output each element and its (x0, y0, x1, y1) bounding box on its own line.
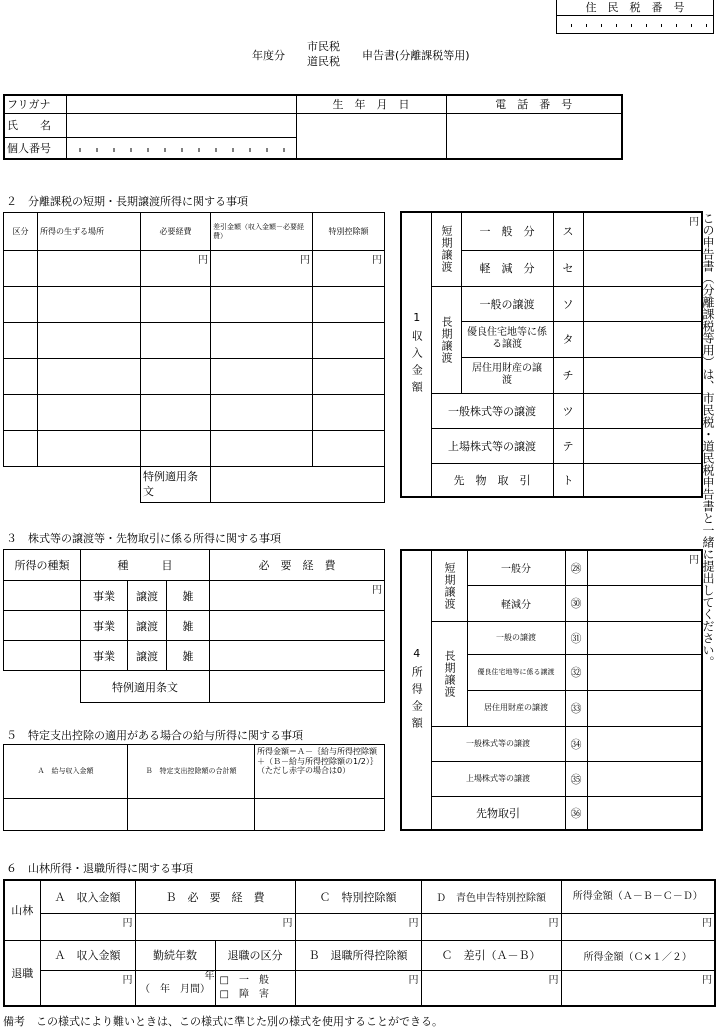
sec2-cell[interactable] (313, 323, 385, 359)
sec4-row-label: 軽減分 (467, 585, 565, 621)
sec1-row-code: テ (553, 428, 583, 463)
sec3-kind-header: 所得の種類 (4, 550, 81, 581)
sec4-row-code: ㉛ (565, 621, 587, 654)
sec1-row-label: 居住用財産の譲 渡 (461, 357, 553, 393)
sec1-row-label: 先 物 取 引 (431, 463, 553, 497)
sec2-place-header: 所得の生ずる場所 (38, 213, 141, 251)
footer-note: 備考 この様式により難いときは、この様式に準じた別の様式を使用することができる。 (3, 1015, 443, 1028)
sec2-expense-header: 必要経費 (141, 213, 211, 251)
form-title (252, 38, 552, 70)
sec1-amount[interactable] (583, 428, 702, 463)
sec2-special-header: 特別控除額 (313, 213, 385, 251)
taishoku-kubun-header: 退職の区分 (215, 940, 295, 970)
sec1-row-code: ス (553, 212, 583, 250)
sec4-row-code: ㊱ (565, 796, 587, 830)
side-note: この申告書（分離課税等用）は、市民税・道民税申告書と一緒に提出してください。 (701, 212, 715, 668)
sanrin-b-header: Ｂ 必 要 経 費 (135, 880, 295, 913)
sec2-cell[interactable] (4, 323, 38, 359)
sec3-tokurei-label: 特例適用条文 (81, 671, 210, 703)
sec5-title: ５ 特定支出控除の適用がある場合の給与所得に関する事項 (6, 729, 303, 742)
sec1-row-code: ツ (553, 393, 583, 428)
city-tax-label: 市民税 (307, 40, 340, 53)
phone-input[interactable] (446, 113, 622, 159)
sec4-yen[interactable]: 円 (587, 550, 702, 585)
sec2-cell[interactable] (38, 323, 141, 359)
sec1-row-code: セ (553, 250, 583, 286)
sec3-item-joto[interactable]: 譲渡 (128, 581, 167, 611)
sec4-row-label: 優良住宅地等に係る譲渡 (467, 654, 565, 690)
phone-label: 電 話 番 号 (446, 95, 622, 113)
taishoku-label: 退職 (4, 940, 40, 1006)
sec2-cell[interactable] (313, 431, 385, 467)
sec2-cell[interactable] (211, 359, 313, 395)
sec2-cell[interactable] (38, 251, 141, 287)
sec3-kind-cell[interactable] (4, 611, 81, 641)
sec1-amount[interactable] (583, 393, 702, 428)
sanrin-b-yen[interactable]: 円 (135, 913, 295, 940)
sec1-yen[interactable]: 円 (583, 212, 702, 250)
sec1-row-label: 軽 減 分 (461, 250, 553, 286)
taishoku-a-yen[interactable]: 円 (40, 970, 135, 1006)
sec3-item-header: 種 目 (81, 550, 210, 581)
taishoku-c-header: Ｃ 差引（Ａ－Ｂ） (421, 940, 561, 970)
taishoku-kubun-input[interactable] (215, 970, 295, 1006)
sec4-amount[interactable] (587, 621, 702, 654)
sanrin-d-yen[interactable]: 円 (421, 913, 561, 940)
sec2-tokurei-label: 特例適用条文 (141, 467, 211, 503)
prefecture-tax-label: 道民税 (307, 55, 340, 68)
sec4-row-code: ㉚ (565, 585, 587, 621)
taishoku-d-header: 所得金額（Ｃ×１／２） (561, 940, 715, 970)
sec3-expense-cell[interactable] (210, 611, 385, 641)
resident-tax-number-box (556, 0, 714, 34)
sec4-row-label: 居住用財産の譲渡 (467, 690, 565, 726)
sec4-row-label: 一般株式等の譲渡 (431, 726, 565, 761)
sec2-cell[interactable] (141, 359, 211, 395)
sanrin-a-header: Ａ 収入金額 (40, 880, 135, 913)
sec1-amount[interactable] (583, 286, 702, 321)
sec1-amount[interactable] (583, 357, 702, 393)
sec1-row-label: 一般の譲渡 (461, 286, 553, 321)
sec3-item-joto[interactable]: 譲渡 (128, 641, 167, 671)
taishoku-ippan-checkbox[interactable]: □ 一 般 (219, 974, 269, 986)
sec3-tokurei-input[interactable] (210, 671, 385, 703)
sec4-row-label: 上場株式等の譲渡 (431, 761, 565, 796)
mynumber-input[interactable] (66, 137, 296, 159)
sec2-deduct-header: 差引金額（収入金額－必要経費） (211, 213, 313, 251)
sec2-yen[interactable]: 円 (211, 251, 313, 287)
personal-info-table (3, 94, 623, 160)
sanrin-e-header: 所得金額（Ａ－Ｂ－Ｃ－Ｄ） (561, 880, 715, 913)
sec5-a-header: Ａ 給与収入金額 (4, 745, 128, 799)
sec2-yen[interactable]: 円 (313, 251, 385, 287)
sec2-cell[interactable] (211, 323, 313, 359)
sec3-yen[interactable]: 円 (210, 581, 385, 611)
sanrin-d-header: Ｄ 青色申告特別控除額 (421, 880, 561, 913)
taishoku-years-header: 勤続年数 (135, 940, 215, 970)
sec1-row-label: 上場株式等の譲渡 (431, 428, 553, 463)
sec2-cell[interactable] (211, 431, 313, 467)
sec4-amount[interactable] (587, 726, 702, 761)
sec2-cell[interactable] (4, 359, 38, 395)
sec1-long-label: 長期譲渡 (431, 286, 461, 393)
sec2-cell[interactable] (38, 287, 141, 323)
sec4-short-label: 短期譲渡 (431, 550, 467, 621)
sec2-cell[interactable] (141, 287, 211, 323)
sec4-amount[interactable] (587, 654, 702, 690)
sec2-cell[interactable] (4, 431, 38, 467)
sec2-kubun-header: 区分 (4, 213, 38, 251)
sec1-short-label: 短期譲渡 (431, 212, 461, 286)
sec3-title: ３ 株式等の譲渡等・先物取引に係る所得に関する事項 (6, 532, 281, 545)
sec5-b-header: Ｂ 特定支出控除額の合計額 (128, 745, 255, 799)
sec6-table (3, 879, 716, 1007)
sec2-yen[interactable]: 円 (141, 251, 211, 287)
sanrin-c-yen[interactable]: 円 (295, 913, 421, 940)
sec1-amount[interactable] (583, 250, 702, 286)
sec2-tokurei-input[interactable] (211, 467, 385, 503)
sec1-vertical-title: 1収入金額 (401, 212, 431, 497)
sec1-row-code: ト (553, 463, 583, 497)
sec2-cell[interactable] (313, 287, 385, 323)
sanrin-a-yen[interactable]: 円 (40, 913, 135, 940)
sec2-cell[interactable] (4, 287, 38, 323)
sec3-expense-cell[interactable] (210, 641, 385, 671)
sec4-table (400, 549, 703, 831)
sec4-amount[interactable] (587, 761, 702, 796)
sec3-item-zatsu[interactable]: 雑 (167, 581, 210, 611)
sec2-title: ２ 分離課税の短期・長期譲渡所得に関する事項 (6, 195, 248, 208)
sec2-cell[interactable] (38, 359, 141, 395)
sec3-kind-cell[interactable] (4, 581, 81, 611)
sec2-cell[interactable] (38, 395, 141, 431)
taishoku-c-yen[interactable]: 円 (421, 970, 561, 1006)
birthdate-label: 生 年 月 日 (296, 95, 446, 113)
sec2-cell[interactable] (4, 251, 38, 287)
resident-tax-number-label: 住 民 税 番 号 (557, 0, 713, 16)
taishoku-b-yen[interactable]: 円 (295, 970, 421, 1006)
sec4-vertical-title: 4所得金額 (401, 550, 431, 830)
mynumber-label: 個人番号 (4, 137, 66, 159)
sec4-long-label: 長期譲渡 (431, 621, 467, 726)
taishoku-years-unit: 年 (204, 970, 215, 982)
sec4-amount[interactable] (587, 690, 702, 726)
sec1-row-code: ソ (553, 286, 583, 321)
sec4-row-code: ㉟ (565, 761, 587, 796)
sec2-cell[interactable] (211, 395, 313, 431)
sanrin-e-yen[interactable]: 円 (561, 913, 715, 940)
sec2-cell[interactable] (4, 395, 38, 431)
sec5-c-header: 所得金額＝Ａ－｛給与所得控除額＋（Ｂ－給与所得控除額の1/2）｝（ただし赤字の場合は0） (255, 745, 385, 799)
sec3-kind-cell[interactable] (4, 641, 81, 671)
furigana-input[interactable] (66, 95, 296, 113)
sanrin-label: 山林 (4, 880, 40, 940)
sec4-row-label: 一般分 (467, 550, 565, 585)
year-suffix: 年度分 (252, 49, 285, 62)
sec2-cell[interactable] (38, 431, 141, 467)
taishoku-a-header: Ａ 収入金額 (40, 940, 135, 970)
sec3-item-zatsu[interactable]: 雑 (167, 641, 210, 671)
sec6-title: ６ 山林所得・退職所得に関する事項 (6, 862, 193, 875)
form-name: 申告書(分離課税等用) (362, 49, 470, 62)
birthdate-input[interactable] (296, 113, 446, 159)
sec1-row-label: 一 般 分 (461, 212, 553, 250)
sec5-a-input[interactable] (4, 799, 128, 831)
sec2-table (3, 212, 385, 503)
sec3-table (3, 549, 385, 703)
sec1-amount[interactable] (583, 463, 702, 497)
sec4-row-code: ㉞ (565, 726, 587, 761)
sec5-table (3, 744, 385, 831)
sec4-amount[interactable] (587, 585, 702, 621)
sec2-cell[interactable] (211, 287, 313, 323)
sec4-row-code: ㉘ (565, 550, 587, 585)
sec1-row-label: 一般株式等の譲渡 (431, 393, 553, 428)
sec3-item-zatsu[interactable]: 雑 (167, 611, 210, 641)
taishoku-years-input[interactable] (135, 970, 215, 1006)
sec4-amount[interactable] (587, 796, 702, 830)
name-label: 氏 名 (4, 113, 66, 137)
sec3-item-jigyo[interactable]: 事業 (81, 641, 128, 671)
sec5-c-input[interactable] (255, 799, 385, 831)
sec4-row-label: 一般の譲渡 (467, 621, 565, 654)
sec4-row-label: 先物取引 (431, 796, 565, 830)
sec5-b-input[interactable] (128, 799, 255, 831)
furigana-label: フリガナ (4, 95, 66, 113)
taishoku-b-header: Ｂ 退職所得控除額 (295, 940, 421, 970)
sanrin-c-header: Ｃ 特別控除額 (295, 880, 421, 913)
sec2-cell[interactable] (313, 359, 385, 395)
name-input[interactable] (66, 113, 296, 137)
sec2-cell[interactable] (141, 395, 211, 431)
taishoku-d-yen[interactable]: 円 (561, 970, 715, 1006)
sec3-item-jigyo[interactable]: 事業 (81, 611, 128, 641)
sec1-row-label: 優良住宅地等に係る譲渡 (461, 321, 553, 357)
taishoku-shogai-checkbox[interactable]: □ 障 害 (219, 988, 269, 1000)
sec2-cell[interactable] (141, 323, 211, 359)
sec1-amount[interactable] (583, 321, 702, 357)
sec4-row-code: ㉝ (565, 690, 587, 726)
sec1-row-code: チ (553, 357, 583, 393)
sec1-row-code: タ (553, 321, 583, 357)
sec3-item-jigyo[interactable]: 事業 (81, 581, 128, 611)
sec2-cell[interactable] (313, 395, 385, 431)
taishoku-months-unit: （ 年 月間） (140, 983, 210, 995)
sec1-table (400, 211, 703, 498)
sec3-item-joto[interactable]: 譲渡 (128, 611, 167, 641)
sec3-expense-header: 必 要 経 費 (210, 550, 385, 581)
sec4-row-code: ㉜ (565, 654, 587, 690)
resident-tax-number-field[interactable] (557, 16, 713, 32)
sec2-cell[interactable] (141, 431, 211, 467)
